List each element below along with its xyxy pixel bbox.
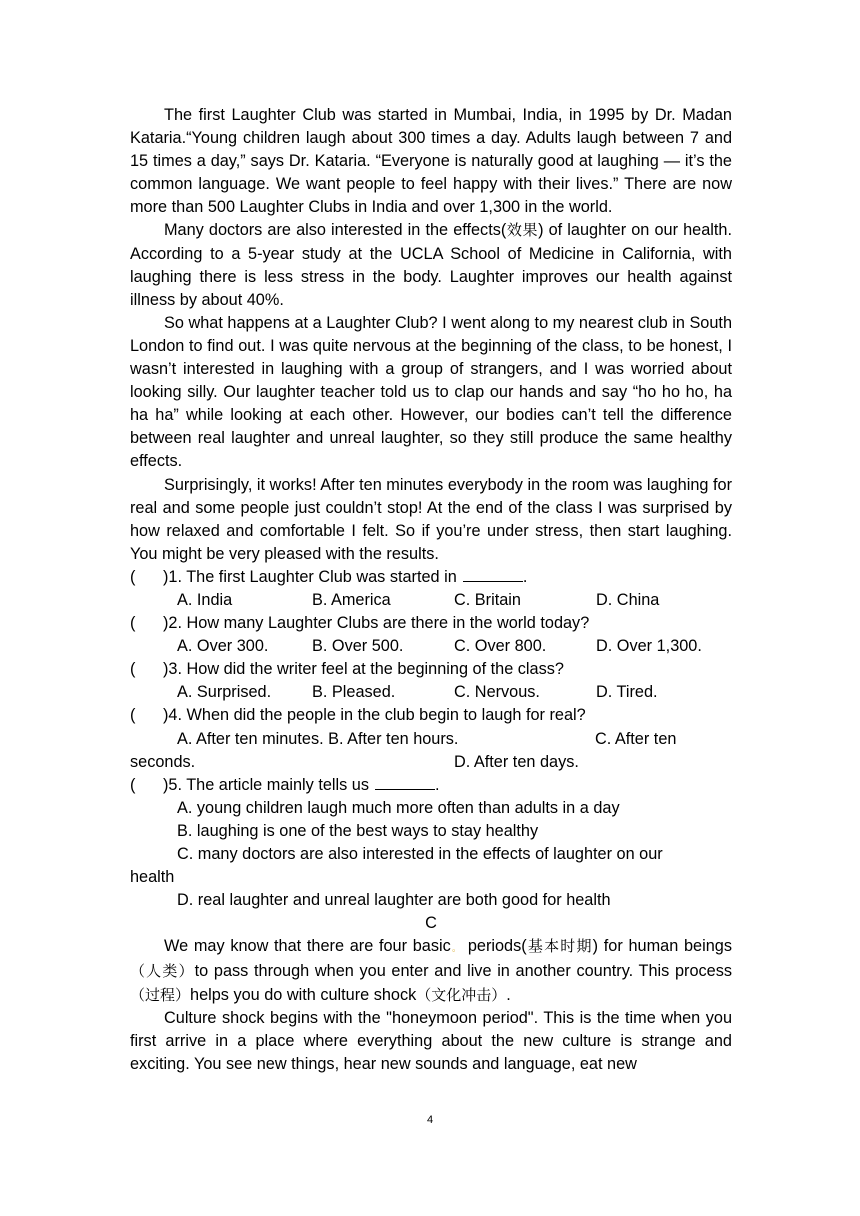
question-1: ( )1. The first Laughter Club was started in . bbox=[130, 567, 528, 586]
chinese-gloss: （文化冲击） bbox=[416, 985, 507, 1004]
option-c: C. Nervous. bbox=[454, 683, 540, 702]
passage-c-paragraph-2: Culture shock begins with the "honeymoon period". This is the time when you first arrive in a place where everything about the new culture is strange and exciting. You see new things, hear new sounds and language, eat new bbox=[130, 1008, 732, 1073]
option-b: B. laughing is one of the best ways to stay healthy bbox=[177, 821, 539, 840]
question-4-options-line-1 bbox=[130, 728, 732, 751]
passage-b-paragraph-3: So what happens at a Laughter Club? I went along to my nearest club in South London to find out. I was quite nervous at the beginning of the class, to be honest, I wasn’t interested in laughing with a group of strangers, and I was worried about looking silly. Our laughter teacher told us to clap our hands and say “ho ho ho, ha ha ha” while looking at each other. However, our bodies can’t tell the difference between real laughter and unreal laughter, so they still produce the same healthy effects. bbox=[130, 313, 732, 471]
question-4-options-line-2 bbox=[130, 751, 732, 774]
chinese-gloss: 基本时期 bbox=[526, 937, 593, 956]
question-2-options bbox=[130, 635, 732, 658]
option-a: A. Surprised. bbox=[177, 683, 272, 702]
option-c-continued: health bbox=[130, 868, 175, 887]
option-a: A. Over 300. bbox=[177, 637, 269, 656]
chinese-gloss: 效果 bbox=[506, 221, 539, 240]
passage-b-paragraph-1: The first Laughter Club was started in Mumbai, India, in 1995 by Dr. Madan Kataria.“Young children laugh about 300 times a day. Adults laugh between 7 and 15 times a day,” says Dr. Kataria. “Everyone is naturally good at laughing — it’s the common language. We want people to feel happy with their lives.” There are now more than 500 Laughter Clubs in India and over 1,300 in the world. bbox=[130, 106, 732, 217]
option-c-continued: seconds. bbox=[130, 752, 196, 771]
option-b: B. America bbox=[312, 590, 391, 609]
option-b: B. Pleased. bbox=[312, 683, 396, 702]
passage-c-paragraph-1: We may know that there are four basic。 periods(基本时期) for human beings（人类）to pass through when you enter and live in another country. This process （过程）helps you do with culture shock（文化冲击）. bbox=[130, 937, 732, 1004]
answer-blank[interactable] bbox=[463, 567, 523, 582]
passage-b-paragraph-4: Surprisingly, it works! After ten minutes everybody in the room was laughing for real and some people just couldn’t stop! At the end of the class I was surprised by how relaxed and comfortable I felt. So if you’re under stress, then start laughing. You might be very pleased with the results. bbox=[130, 475, 732, 563]
stray-dot: 。 bbox=[450, 943, 463, 954]
question-1-options bbox=[130, 589, 732, 612]
question-4: ( )4. When did the people in the club begin to laugh for real? bbox=[130, 706, 586, 725]
option-c: C. Over 800. bbox=[454, 637, 547, 656]
page-number: 4 bbox=[426, 1114, 434, 1126]
question-5: ( )5. The article mainly tells us . bbox=[130, 775, 440, 794]
option-a: A. India bbox=[177, 590, 233, 609]
answer-blank[interactable] bbox=[375, 775, 435, 790]
option-d: D. real laughter and unreal laughter are both good for health bbox=[177, 891, 611, 910]
option-c: C. Britain bbox=[454, 590, 521, 609]
section-heading: C bbox=[425, 914, 437, 933]
passage-b-paragraph-2: Many doctors are also interested in the effects(效果) of laughter on our health. According to a 5-year study at the UCLA School of Medicine in California, with laughing there is less stress in the body. Laughter improves our health against illness by about 40%. bbox=[130, 221, 732, 309]
document-page bbox=[130, 104, 732, 1076]
option-d: D. Over 1,300. bbox=[596, 637, 702, 656]
chinese-gloss: （人类） bbox=[130, 962, 195, 981]
chinese-gloss: （过程） bbox=[130, 985, 191, 1004]
option-d: D. After ten days. bbox=[454, 752, 579, 771]
question-3: ( )3. How did the writer feel at the beginning of the class? bbox=[130, 660, 564, 679]
option-a: A. young children laugh much more often than adults in a day bbox=[177, 798, 620, 817]
option-c: C. many doctors are also interested in the effects of laughter on our bbox=[177, 845, 663, 863]
option-d: D. Tired. bbox=[596, 683, 658, 702]
question-2: ( )2. How many Laughter Clubs are there in the world today? bbox=[130, 614, 590, 633]
option-c: C. After ten bbox=[595, 729, 677, 748]
option-a-b: A. After ten minutes. B. After ten hours. bbox=[177, 729, 459, 748]
question-3-options bbox=[130, 681, 732, 704]
option-b: B. Over 500. bbox=[312, 637, 404, 656]
option-d: D. China bbox=[596, 590, 660, 609]
